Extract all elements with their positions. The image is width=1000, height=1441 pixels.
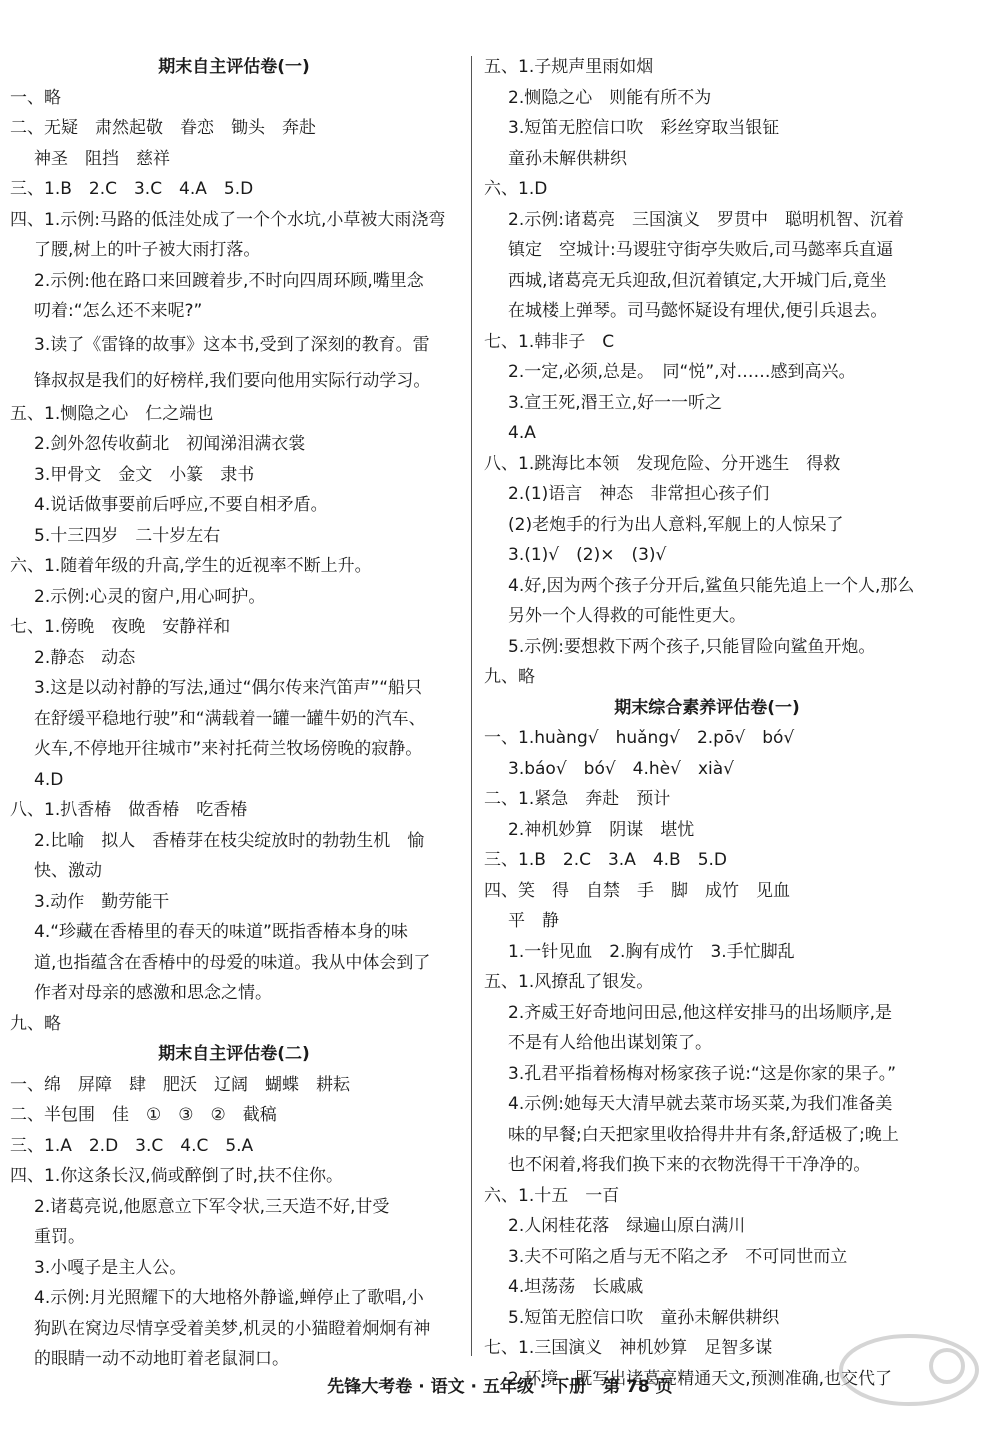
- right-answer-line: 味的早餐;白天把家里收拾得井井有条,舒适极了;晚上: [508, 1124, 899, 1145]
- left-answer-line: 神圣 阻挡 慈祥: [34, 148, 170, 169]
- right-answer-line: 西城,诸葛亮无兵迎敌,但沉着镇定,大开城门后,竟坐: [508, 270, 887, 291]
- right-answer-line: 平 静: [508, 911, 559, 931]
- left-answer-line: 4.示例:月光照耀下的大地格外静谧,蝉停止了歌唱,小: [34, 1288, 424, 1308]
- left-answer-line: 八、1.扒香椿 做香椿 吃香椿: [10, 800, 248, 820]
- left-answer-line: 狗趴在窝边尽情享受着美梦,机灵的小猫瞪着炯炯有神: [34, 1318, 431, 1339]
- left-answer-line: 4.说话做事要前后呼应,不要自相矛盾。: [34, 495, 328, 515]
- left-answer-line: 七、1.傍晚 夜晚 安静祥和: [10, 617, 231, 637]
- right-answer-line: 童孙未解供耕织: [508, 148, 627, 169]
- left-answer-line: 2.示例:他在路口来回踱着步,不时向四周环顾,嘴里念: [34, 270, 424, 291]
- right-answer-line: 3.短笛无腔信口吹 彩丝穿取当银钲: [508, 118, 780, 138]
- left-answer-line: 2.静态 动态: [34, 647, 136, 668]
- right-answer-line: 五、1.子规声里雨如烟: [484, 57, 654, 77]
- left-answer-line: 重罚。: [34, 1227, 85, 1247]
- right-answer-line: 三、1.B 2.C 3.A 4.B 5.D: [484, 850, 728, 870]
- left-answer-line: 四、1.你这条长汉,倘或醉倒了时,扶不住你。: [10, 1166, 344, 1186]
- right-answer-line: 2.环境 既写出诸葛亮精通天文,预测准确,也交代了: [508, 1368, 893, 1389]
- right-answer-line: 3.孔君平指着杨梅对杨家孩子说:“这是你家的果子。”: [508, 1063, 897, 1084]
- page-footer: 先锋大考卷 · 语文 · 五年级 · 下册 第 78 页: [327, 1377, 673, 1397]
- right-answer-line: 2.齐威王好奇地问田忌,他这样安排马的出场顺序,是: [508, 1002, 893, 1023]
- section-title: 期末自主评估卷(二): [158, 1044, 310, 1064]
- right-answer-line: 五、1.风撩乱了银发。: [484, 972, 654, 992]
- right-answer-line: 5.示例:要想救下两个孩子,只能冒险向鲨鱼开炮。: [508, 636, 876, 657]
- left-answer-line: 六、1.随着年级的升高,学生的近视率不断上升。: [10, 556, 372, 576]
- left-answer-line: 3.这是以动衬静的写法,通过“偶尔传来汽笛声”“船只: [34, 678, 423, 698]
- right-answer-line: 六、1.D: [484, 179, 548, 199]
- right-answer-line: 3.宣王死,湣王立,好一一听之: [508, 392, 723, 413]
- left-column: [10, 52, 458, 1375]
- right-answer-line: (2)老炮手的行为出人意料,军舰上的人惊呆了: [508, 514, 844, 535]
- right-answer-line: 七、1.韩非子 C: [484, 331, 615, 352]
- right-answer-line: 另外一个人得救的可能性更大。: [508, 606, 746, 626]
- right-answer-line: 2.神机妙算 阴谋 堪忧: [508, 819, 695, 840]
- section-title: 期末自主评估卷(一): [158, 57, 310, 77]
- right-answer-line: 也不闲着,将我们换下来的衣物洗得干干净净的。: [508, 1155, 871, 1175]
- left-answer-line: 四、1.示例:马路的低洼处成了一个个水坑,小草被大雨浇弯: [10, 209, 446, 230]
- left-answer-line: 4.D: [34, 769, 64, 790]
- right-answer-line: 2.示例:诸葛亮 三国演义 罗贯中 聪明机智、沉着: [508, 209, 904, 230]
- right-answer-line: 4.A: [508, 423, 536, 443]
- right-answer-line: 1.一针见血 2.胸有成竹 3.手忙脚乱: [508, 941, 795, 962]
- left-answer-line: 道,也指蕴含在香椿中的母爱的味道。我从中体会到了: [34, 952, 431, 973]
- left-answer-line: 火车,不停地开往城市”来衬托荷兰牧场傍晚的寂静。: [34, 739, 423, 759]
- left-answer-line: 二、半包围 佳 ① ③ ② 截稿: [10, 1105, 277, 1125]
- right-answer-line: 5.短笛无腔信口吹 童孙未解供耕织: [508, 1307, 780, 1328]
- left-answer-line: 2.剑外忽传收蓟北 初闻涕泪满衣裳: [34, 434, 306, 454]
- right-answer-line: 2.(1)语言 神态 非常担心孩子们: [508, 484, 770, 504]
- left-answer-line: 3.甲骨文 金文 小篆 隶书: [34, 464, 255, 485]
- left-answer-line: 2.比喻 拟人 香椿芽在枝尖绽放时的勃勃生机 愉: [34, 830, 425, 851]
- right-answer-line: 在城楼上弹琴。司马懿怀疑设有埋伏,便引兵退去。: [508, 301, 888, 321]
- right-answer-line: 一、1.huàng√ huǎng√ 2.pō√ bó√: [484, 728, 795, 748]
- left-answer-line: 快、激动: [34, 861, 102, 881]
- left-answer-line: 九、略: [10, 1013, 61, 1034]
- left-answer-line: 4.“珍藏在香椿里的春天的味道”既指香椿本身的味: [34, 922, 408, 942]
- right-answer-line: 2.人闲桂花落 绿遍山原白满川: [508, 1216, 746, 1236]
- right-answer-line: 3.(1)√ (2)× (3)√: [508, 545, 667, 565]
- right-answer-line: 二、1.紧急 奔赴 预计: [484, 789, 671, 809]
- left-answer-line: 的眼睛一动不动地盯着老鼠洞口。: [34, 1349, 289, 1369]
- left-answer-line: 锋叔叔是我们的好榜样,我们要向他用实际行动学习。: [34, 370, 431, 391]
- right-answer-line: 3.báo√ bó√ 4.hè√ xià√: [508, 758, 735, 779]
- right-answer-line: 2.恻隐之心 则能有所不为: [508, 87, 712, 108]
- left-answer-line: 2.示例:心灵的窗户,用心呵护。: [34, 586, 266, 607]
- left-answer-line: 五、1.恻隐之心 仁之端也: [10, 403, 214, 424]
- left-answer-line: 一、绵 屏障 肆 肥沃 辽阔 蝴蝶 耕耘: [10, 1074, 350, 1095]
- right-answer-line: 七、1.三国演义 神机妙算 足智多谋: [484, 1338, 773, 1358]
- left-answer-line: 3.读了《雷锋的故事》这本书,受到了深刻的教育。雷: [34, 334, 430, 355]
- right-answer-line: 六、1.十五 一百: [484, 1185, 620, 1206]
- right-answer-line: 4.好,因为两个孩子分开后,鲨鱼只能先追上一个人,那么: [508, 575, 915, 596]
- right-answer-line: 3.夫不可陷之盾与无不陷之矛 不可同世而立: [508, 1246, 848, 1267]
- right-answer-line: 八、1.跳海比本领 发现危险、分开逃生 得救: [484, 453, 841, 474]
- right-answer-line: 4.示例:她每天大清早就去菜市场买菜,为我们准备美: [508, 1094, 893, 1114]
- right-answer-line: 九、略: [484, 667, 535, 687]
- section-title: 期末综合素养评估卷(一): [614, 697, 800, 718]
- left-answer-line: 了腰,树上的叶子被大雨打落。: [34, 240, 261, 260]
- right-answer-line: 镇定 空城计:马谡驻守街亭失败后,司马懿率兵直逼: [508, 240, 894, 260]
- right-answer-line: 4.坦荡荡 长戚戚: [508, 1277, 644, 1297]
- left-answer-line: 三、1.A 2.D 3.C 4.C 5.A: [10, 1135, 254, 1156]
- left-answer-line: 在舒缓平稳地行驶”和“满载着一罐一罐牛奶的汽车、: [34, 708, 426, 729]
- left-answer-line: 3.动作 勤劳能干: [34, 891, 170, 912]
- watermark-logo: [837, 1330, 982, 1420]
- right-answer-line: 2.一定,必须,总是。 同“悦”,对……感到高兴。: [508, 362, 856, 382]
- right-column: [484, 52, 930, 1394]
- right-answer-line: 不是有人给他出谋划策了。: [508, 1033, 712, 1053]
- left-answer-line: 作者对母亲的感激和思念之情。: [34, 983, 272, 1003]
- left-answer-line: 5.十三四岁 二十岁左右: [34, 525, 221, 546]
- left-answer-line: 二、无疑 肃然起敬 眷恋 锄头 奔赴: [10, 118, 316, 138]
- column-divider: [471, 56, 472, 1356]
- left-answer-line: 一、略: [10, 87, 61, 108]
- right-answer-line: 四、笑 得 自禁 手 脚 成竹 见血: [484, 880, 790, 901]
- left-answer-line: 2.诸葛亮说,他愿意立下军令状,三天造不好,甘受: [34, 1196, 390, 1217]
- left-answer-line: 叨着:“怎么还不来呢?”: [34, 301, 203, 321]
- left-answer-line: 3.小嘎子是主人公。: [34, 1257, 187, 1278]
- left-answer-line: 三、1.B 2.C 3.C 4.A 5.D: [10, 179, 254, 199]
